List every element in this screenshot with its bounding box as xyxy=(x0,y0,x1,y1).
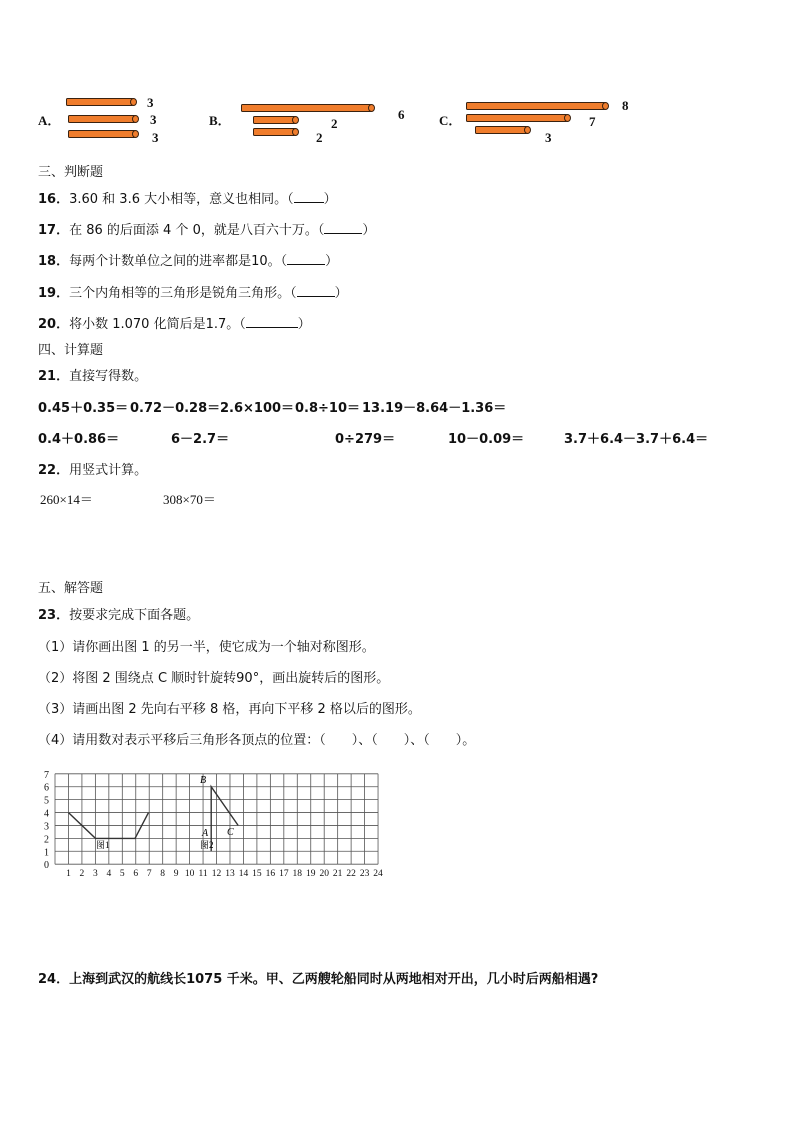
stick-b2 xyxy=(253,116,298,124)
stick-a2-length: 3 xyxy=(150,112,157,127)
stick-c3-length: 3 xyxy=(545,130,552,145)
x-axis-label: 21 xyxy=(332,869,343,880)
stick-b3-length: 2 xyxy=(316,130,323,145)
question-16-text: 3.60 和 3.6 大小相等，意义也相同。（ xyxy=(69,192,294,207)
point-c-label: C xyxy=(227,827,234,838)
question-22-text: 用竖式计算。 xyxy=(69,463,148,478)
option-c-label: C． xyxy=(439,113,462,128)
figure-1-label: 图1 xyxy=(96,840,110,850)
y-axis-label: 6 xyxy=(44,782,49,794)
question-19-text: 三个内角相等的三角形是锐角三角形。（ xyxy=(69,286,297,301)
question-20 xyxy=(38,313,311,332)
x-axis-label: 17 xyxy=(279,869,289,880)
x-axis-label: 10 xyxy=(184,869,195,880)
x-axis-label: 5 xyxy=(119,869,125,880)
stick-c3 xyxy=(475,126,530,134)
section-3-title: 三、判断题 xyxy=(38,165,104,180)
question-20-number: 20． xyxy=(38,317,70,332)
question-19-close: ） xyxy=(334,286,348,301)
calc-item: 0.4＋0.86＝ xyxy=(38,432,120,447)
x-axis-label: 7 xyxy=(146,869,152,880)
question-16-close: ） xyxy=(323,192,337,207)
question-23-number: 23． xyxy=(38,608,70,623)
question-19-number: 19． xyxy=(38,286,70,301)
question-22 xyxy=(38,459,147,478)
question-23-text: 按要求完成下面各题。 xyxy=(69,608,200,623)
stick-b1-length: 6 xyxy=(398,107,405,122)
y-axis-label: 3 xyxy=(44,821,49,833)
question-18-text: 每两个计数单位之间的进率都是10。（ xyxy=(69,254,288,269)
x-axis-label: 19 xyxy=(305,869,316,880)
question-24 xyxy=(38,968,598,987)
calc-item: 0÷279＝ xyxy=(335,432,396,447)
stick-a3 xyxy=(68,130,138,138)
x-axis-label: 1 xyxy=(66,869,71,880)
calc-item: 0.8÷10＝ xyxy=(295,401,361,416)
x-axis-label: 8 xyxy=(160,869,166,880)
x-axis-label: 22 xyxy=(346,869,356,880)
x-axis-label: 23 xyxy=(359,869,370,880)
question-17-close: ） xyxy=(362,223,376,238)
coordinate-grid-figure xyxy=(40,766,385,881)
x-axis-label: 13 xyxy=(225,869,235,880)
question-19 xyxy=(38,282,348,301)
question-18 xyxy=(38,250,338,269)
x-axis-label: 14 xyxy=(238,869,249,880)
x-axis-labels xyxy=(66,869,383,879)
calc-item: 6－2.7＝ xyxy=(171,432,230,447)
stick-b2-length: 2 xyxy=(331,116,338,131)
y-axis-label: 2 xyxy=(44,834,49,846)
question-20-text: 将小数 1.070 化简后是1.7。（ xyxy=(69,317,246,332)
y-axis-label: 5 xyxy=(44,795,49,807)
question-18-close: ） xyxy=(325,254,339,269)
question-17-number: 17． xyxy=(38,223,70,238)
option-b-label: B． xyxy=(209,113,231,128)
question-23-part-2: （2）将图 2 围绕点 C 顺时针旋转90°，画出旋转后的图形。 xyxy=(38,671,390,686)
x-axis-label: 12 xyxy=(211,869,222,880)
x-axis-label: 20 xyxy=(319,869,329,880)
stick-b3 xyxy=(253,128,298,136)
x-axis-label: 18 xyxy=(292,869,303,880)
stick-c1-length: 8 xyxy=(622,98,629,113)
x-axis-label: 15 xyxy=(252,869,262,880)
x-axis-label: 9 xyxy=(173,869,179,880)
y-axis-label: 0 xyxy=(44,860,49,872)
question-16 xyxy=(38,188,337,207)
section-5-title: 五、解答题 xyxy=(38,581,104,596)
question-17 xyxy=(38,219,375,238)
question-21-number: 21． xyxy=(38,369,70,384)
calc-item: 2.6×100＝ xyxy=(220,401,295,416)
question-20-close: ） xyxy=(297,317,311,332)
figure-2-triangle xyxy=(211,787,238,852)
question-17-text: 在 86 的后面添 4 个 0，就是八百六十万。（ xyxy=(69,223,325,238)
stick-a1 xyxy=(66,98,136,106)
x-axis-label: 11 xyxy=(198,869,208,880)
x-axis-label: 24 xyxy=(373,869,383,880)
x-axis-label: 2 xyxy=(79,869,85,880)
option-a-label: A． xyxy=(38,113,61,128)
figure-2-label: 图2 xyxy=(200,840,214,850)
question-21-text: 直接写得数。 xyxy=(69,369,148,384)
question-16-number: 16． xyxy=(38,192,70,207)
stick-a1-length: 3 xyxy=(147,95,154,110)
vertical-calc-item: 260×14＝ xyxy=(40,492,93,507)
calc-item: 0.45＋0.35＝ xyxy=(38,401,129,416)
question-21 xyxy=(38,365,147,384)
y-axis-label: 7 xyxy=(44,769,49,781)
y-axis-label: 1 xyxy=(44,847,49,859)
x-axis-label: 16 xyxy=(265,869,276,880)
answer-blank-19[interactable] xyxy=(297,284,335,297)
stick-a2 xyxy=(68,115,138,123)
stick-c2-length: 7 xyxy=(589,114,596,129)
y-axis-label: 4 xyxy=(44,808,49,820)
x-axis-label: 4 xyxy=(106,869,112,880)
section-4-title: 四、计算题 xyxy=(38,343,104,358)
question-23-part-1: （1）请你画出图 1 的另一半，使它成为一个轴对称图形。 xyxy=(38,640,375,655)
answer-blank-17[interactable] xyxy=(324,221,362,234)
question-23-part-3: （3）请画出图 2 先向右平移 8 格，再向下平移 2 格以后的图形。 xyxy=(38,702,421,717)
question-18-number: 18． xyxy=(38,254,70,269)
stick-c1 xyxy=(466,102,608,110)
question-24-number: 24． xyxy=(38,972,70,987)
vertical-calc-item: 308×70＝ xyxy=(163,492,216,507)
calc-item: 13.19－8.64－1.36＝ xyxy=(362,401,507,416)
y-axis-labels xyxy=(44,770,49,871)
point-b-label: B xyxy=(200,775,207,786)
calc-item: 3.7＋6.4－3.7＋6.4＝ xyxy=(564,432,709,447)
grid-lines xyxy=(55,774,378,864)
question-24-text: 上海到武汉的航线长1075 千米。甲、乙两艘轮船同时从两地相对开出，几小时后两船相遇? xyxy=(69,972,599,987)
point-a-label: A xyxy=(202,828,209,839)
question-23 xyxy=(38,604,199,623)
stick-b1 xyxy=(241,104,374,112)
calc-item: 10－0.09＝ xyxy=(448,432,525,447)
question-23-part-4: （4）请用数对表示平移后三角形各顶点的位置：（ ）、（ ）、（ ）。 xyxy=(38,733,476,748)
answer-blank-20[interactable] xyxy=(246,315,298,328)
answer-blank-18[interactable] xyxy=(287,252,325,265)
stick-c2 xyxy=(466,114,570,122)
answer-blank-16[interactable] xyxy=(294,190,324,203)
x-axis-label: 6 xyxy=(133,869,139,880)
stick-a3-length: 3 xyxy=(152,130,159,145)
x-axis-label: 3 xyxy=(93,869,98,880)
calc-item: 0.72－0.28＝ xyxy=(130,401,221,416)
question-22-number: 22． xyxy=(38,463,70,478)
